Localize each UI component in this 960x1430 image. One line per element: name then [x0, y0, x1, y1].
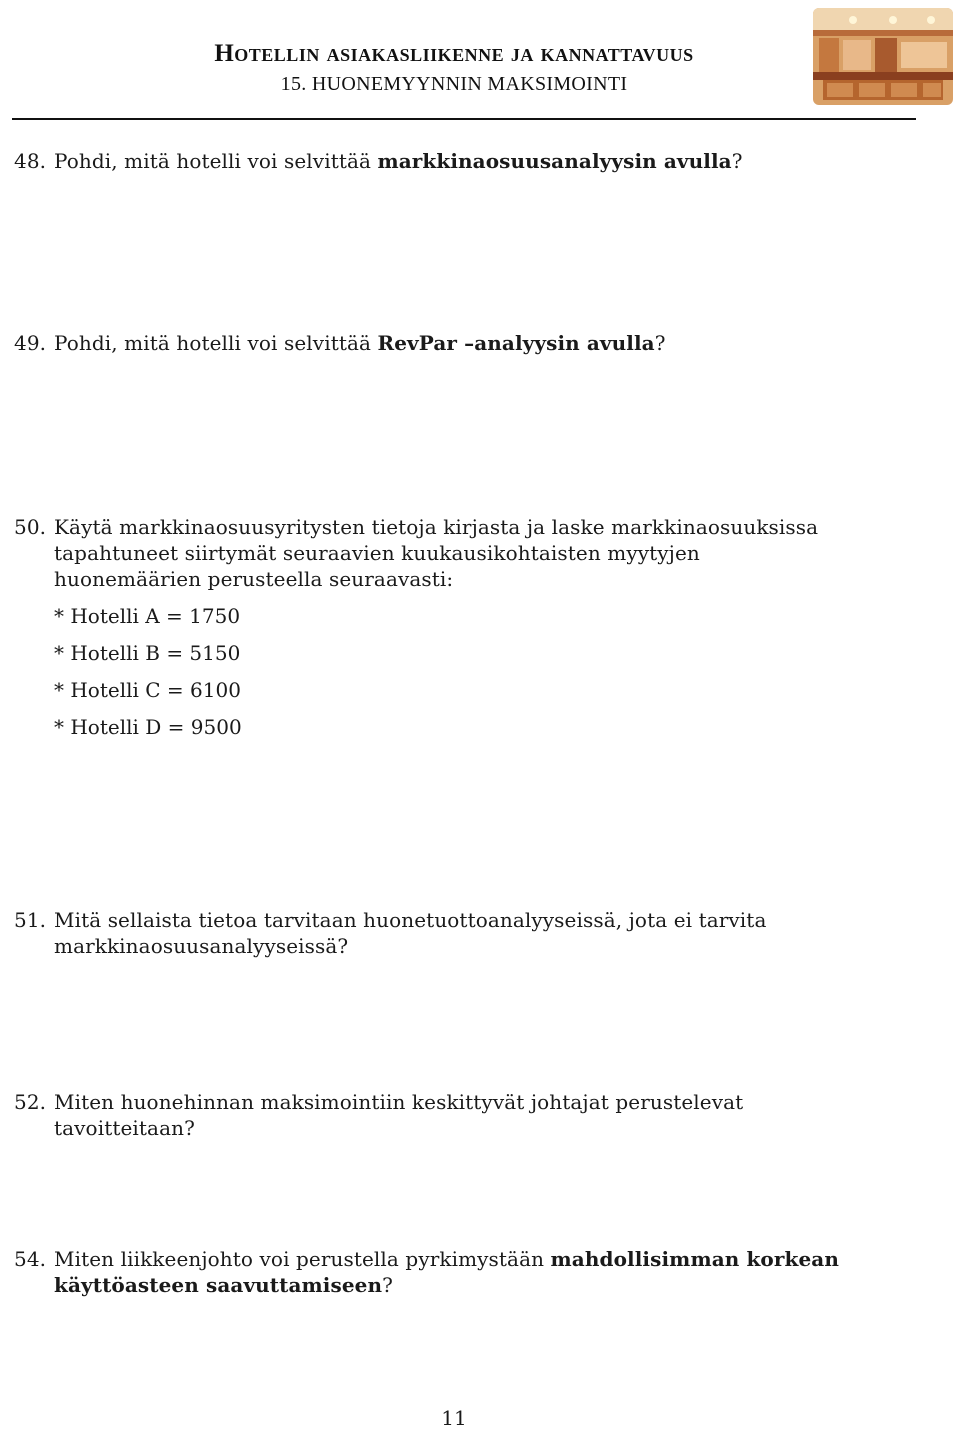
- question-line: Käytä markkinaosuusyritysten tietoja kirjasta ja laske markkinaosuuksissa: [54, 515, 819, 539]
- question-text-plain: Pohdi, mitä hotelli voi selvittää: [54, 149, 378, 173]
- question-text-plain: ?: [382, 1273, 393, 1297]
- question-text: [54, 1089, 914, 1141]
- question-line: tavoitteitaan?: [54, 1116, 195, 1140]
- question-text-plain: ?: [654, 331, 666, 355]
- question-text-emphasis: mahdollisimman korkean: [550, 1247, 839, 1271]
- list-item: * Hotelli C = 6100: [54, 678, 241, 702]
- list-item: * Hotelli B = 5150: [54, 641, 241, 665]
- hotel-lobby-photo: [813, 8, 953, 105]
- question-text: [54, 148, 914, 174]
- question-number: 51.: [14, 908, 47, 932]
- question-line: Miten huonehinnan maksimointiin keskittyvät johtajat perustelevat: [54, 1090, 744, 1114]
- question-51: [14, 907, 914, 958]
- question-number: 54.: [14, 1247, 47, 1271]
- question-line: huonemäärien perusteella seuraavasti:: [54, 567, 454, 591]
- question-number: 50.: [14, 515, 47, 539]
- question-52: [14, 1089, 914, 1140]
- question-text: [54, 514, 914, 592]
- question-line: Mitä sellaista tietoa tarvitaan huonetuottoanalyyseissä, jota ei tarvita: [54, 908, 767, 932]
- question-text: [54, 1246, 914, 1298]
- document-subtitle: 15. HUONEMYYNNIN MAKSIMOINTI: [280, 73, 628, 95]
- document-title: Hotellin asiakasliikenne ja kannattavuus: [214, 40, 694, 67]
- question-line: [54, 1272, 914, 1298]
- question-text-emphasis: RevPar –analyysin avulla: [377, 331, 655, 355]
- list-item: * Hotelli A = 1750: [54, 604, 241, 628]
- question-number: 52.: [14, 1090, 47, 1114]
- question-48: [14, 148, 914, 174]
- question-49: [14, 330, 914, 356]
- question-text: [54, 907, 914, 959]
- question-text-plain: Miten liikkeenjohto voi perustella pyrkimystään: [54, 1247, 551, 1271]
- question-text-emphasis: markkinaosuusanalyysin avulla: [377, 149, 732, 173]
- question-number: 49.: [14, 331, 47, 355]
- question-line: [54, 1246, 914, 1272]
- header-divider: [12, 118, 916, 120]
- question-text-plain: ?: [731, 149, 743, 173]
- question-line: tapahtuneet siirtymät seuraavien kuukausikohtaisten myytyjen: [54, 541, 700, 565]
- list-item: * Hotelli D = 9500: [54, 715, 242, 739]
- question-54: [14, 1246, 914, 1297]
- page-number: 11: [441, 1406, 467, 1430]
- question-text-plain: Pohdi, mitä hotelli voi selvittää: [54, 331, 378, 355]
- question-50: [14, 514, 914, 591]
- question-number: 48.: [14, 149, 47, 173]
- question-line: markkinaosuusanalyyseissä?: [54, 934, 349, 958]
- question-text: [54, 330, 914, 356]
- question-text-emphasis: käyttöasteen saavuttamiseen: [54, 1273, 383, 1297]
